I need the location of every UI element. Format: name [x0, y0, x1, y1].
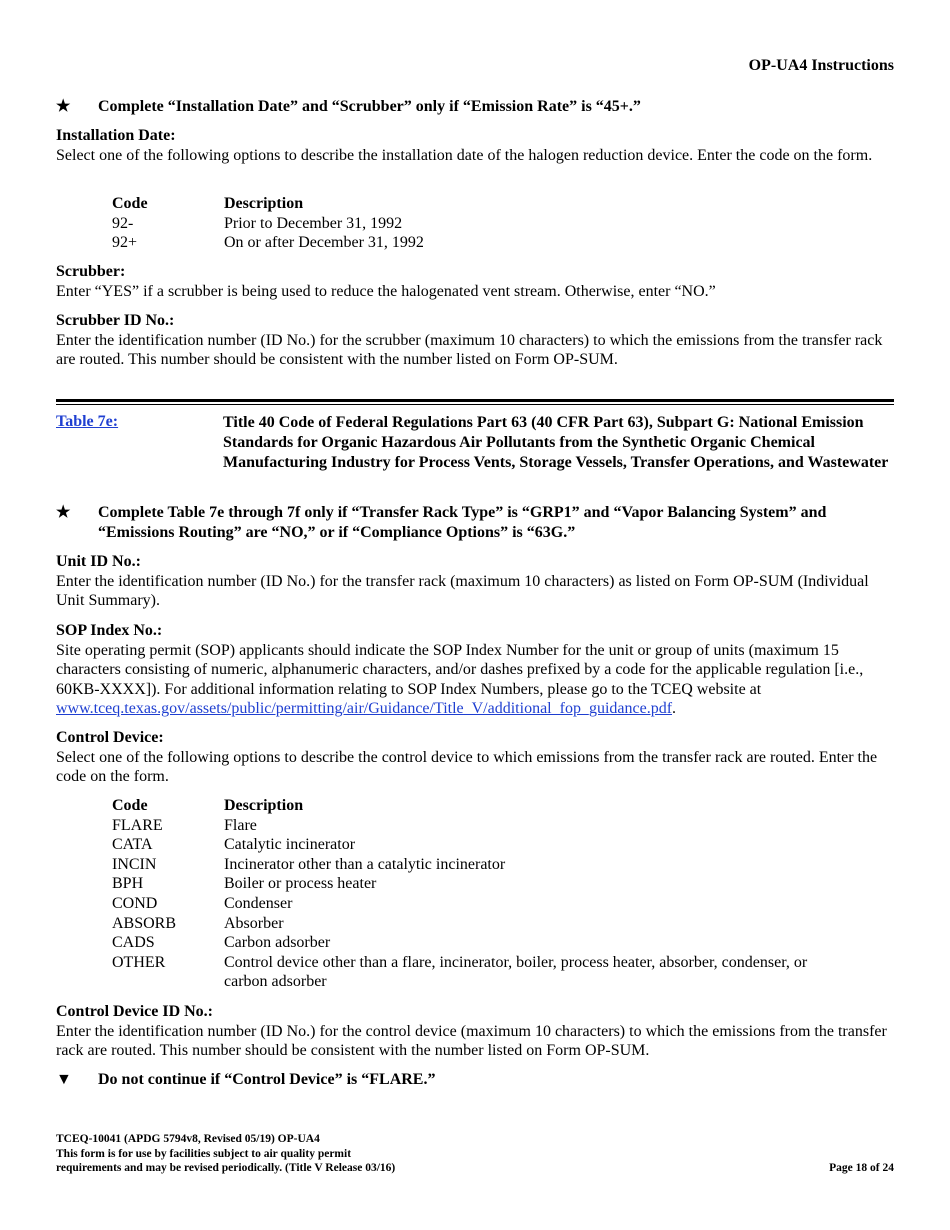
- section-control-device: [56, 728, 894, 787]
- table-row: [112, 233, 424, 253]
- desc-cell: Boiler or process heater: [224, 875, 377, 893]
- desc-cell: Carbon adsorber: [224, 934, 331, 952]
- col-code: Code: [112, 797, 148, 814]
- table-row: [112, 835, 854, 855]
- desc-cell: Condenser: [224, 894, 293, 912]
- table-row: [112, 953, 854, 992]
- desc-cell: Control device other than a flare, incinerator, boiler, process heater, absorber, condenser, or carbon adsorber: [224, 953, 808, 991]
- section-heading: Scrubber:: [56, 263, 126, 280]
- control-device-code-table: [112, 796, 854, 992]
- table-row: [112, 894, 854, 914]
- section-divider: [56, 399, 894, 405]
- note-text: Complete “Installation Date” and “Scrubber” only if “Emission Rate” is “45+.”: [98, 98, 641, 115]
- section-sop-index: [56, 621, 894, 719]
- star-icon: ★: [56, 98, 71, 115]
- code-cell: ABSORB: [112, 914, 177, 932]
- code-cell: 92-: [112, 214, 134, 232]
- installation-date-code-table: [112, 194, 424, 253]
- section-installation-date: [56, 126, 894, 165]
- code-cell: FLARE: [112, 816, 163, 834]
- desc-cell: Incinerator other than a catalytic incinerator: [224, 855, 506, 873]
- footer-note-line1: This form is for use by facilities subject to air quality permit: [56, 1147, 352, 1160]
- footer-form-id: TCEQ-10041 (APDG 5794v8, Revised 05/19) OP-UA4: [56, 1133, 320, 1145]
- desc-cell: Catalytic incinerator: [224, 836, 356, 854]
- code-cell: OTHER: [112, 953, 166, 971]
- star-icon: ★: [56, 504, 71, 521]
- note-table-7e-condition: [56, 503, 894, 543]
- code-cell: CATA: [112, 836, 153, 854]
- table-header-row: [112, 796, 854, 816]
- col-description: Description: [224, 195, 304, 212]
- table-row: [112, 874, 854, 894]
- section-scrubber: [56, 262, 894, 301]
- note-text: Complete Table 7e through 7f only if “Transfer Rack Type” is “GRP1” and “Vapor Balancing System” and “Emissions Routing” are “NO,” or if “Compliance Options” is “63G.”: [98, 504, 827, 541]
- guidance-link[interactable]: www.tceq.texas.gov/assets/public/permitting/air/Guidance/Title_V/additional_fop_guidance.pdf: [56, 700, 673, 718]
- code-cell: COND: [112, 894, 158, 912]
- note-text: Do not continue if “Control Device” is “FLARE.”: [98, 1071, 436, 1088]
- table-7e-link[interactable]: Table 7e:: [56, 413, 119, 430]
- section-text: Enter “YES” if a scrubber is being used to reduce the halogenated vent stream. Otherwise, enter “NO.”: [56, 282, 716, 300]
- section-text: Enter the identification number (ID No.) for the transfer rack (maximum 10 characters) as listed on Form OP-SUM (Individual Unit Summary).: [56, 572, 869, 610]
- table-row: [112, 933, 854, 953]
- table-header-row: [112, 194, 424, 214]
- col-description: Description: [224, 797, 304, 814]
- table-7e-title: Title 40 Code of Federal Regulations Part 63 (40 CFR Part 63), Subpart G: National Emission Standards for Organic Hazardous Air Pollutants from the Synthetic Organic Chemical Manufacturing Industry for Process Vents, Storage Vessels, Transfer Operations, and Wastewater: [223, 414, 889, 471]
- code-cell: 92+: [112, 234, 138, 252]
- section-text: Enter the identification number (ID No.) for the scrubber (maximum 10 characters) to which the emissions from the transfer rack are routed. This number should be consistent with the number listed on Form OP-SUM.: [56, 331, 883, 369]
- col-code: Code: [112, 195, 148, 212]
- sop-end: .: [672, 700, 677, 718]
- section-control-device-id: [56, 1002, 894, 1061]
- table-row: [112, 914, 854, 934]
- section-text: Select one of the following options to describe the control device to which emissions from the transfer rack are routed. Enter the code on the form.: [56, 748, 878, 786]
- section-text: [56, 641, 894, 719]
- footer-note-line2: requirements and may be revised periodically. (Title V Release 03/16): [56, 1162, 396, 1174]
- sop-text: Site operating permit (SOP) applicants should indicate the SOP Index Number for the unit or group of units (maximum 15 characters consisting of numeric, alphanumeric characters, and/or dashes prefixed by a code for the applicable regulation [i.e., 60KB-XXXX]). For additional information relating to SOP Index Numbers, please go to the TCEQ website at: [56, 641, 864, 698]
- table-row: [112, 214, 424, 234]
- section-heading: Installation Date:: [56, 127, 176, 144]
- section-heading: Control Device:: [56, 729, 164, 746]
- section-text: Select one of the following options to describe the installation date of the halogen reduction device. Enter the code on the form.: [56, 146, 873, 164]
- section-heading: Unit ID No.:: [56, 553, 141, 570]
- desc-cell: On or after December 31, 1992: [224, 234, 424, 252]
- code-cell: BPH: [112, 875, 144, 893]
- note-do-not-continue: [56, 1070, 894, 1090]
- page-header-title: OP-UA4 Instructions: [748, 57, 894, 74]
- table-row: [112, 855, 854, 875]
- page-number: Page 18 of 24: [829, 1162, 894, 1174]
- page-footer: [56, 1132, 894, 1176]
- desc-cell: Absorber: [224, 914, 284, 932]
- code-cell: INCIN: [112, 855, 157, 873]
- desc-cell: Prior to December 31, 1992: [224, 214, 403, 232]
- note-installation-scrubber: [56, 97, 894, 117]
- triangle-down-icon: ▼: [56, 1071, 72, 1088]
- section-text: Enter the identification number (ID No.) for the control device (maximum 10 characters) to which the emissions from the transfer rack are routed. This number should be consistent with the number listed on Form OP-SUM.: [56, 1022, 887, 1060]
- section-scrubber-id: [56, 311, 894, 370]
- section-heading: Control Device ID No.:: [56, 1003, 214, 1020]
- section-heading: Scrubber ID No.:: [56, 312, 175, 329]
- desc-cell: Flare: [224, 816, 257, 834]
- table-row: [112, 816, 854, 836]
- section-heading: SOP Index No.:: [56, 622, 163, 639]
- section-unit-id: [56, 552, 894, 611]
- code-cell: CADS: [112, 934, 155, 952]
